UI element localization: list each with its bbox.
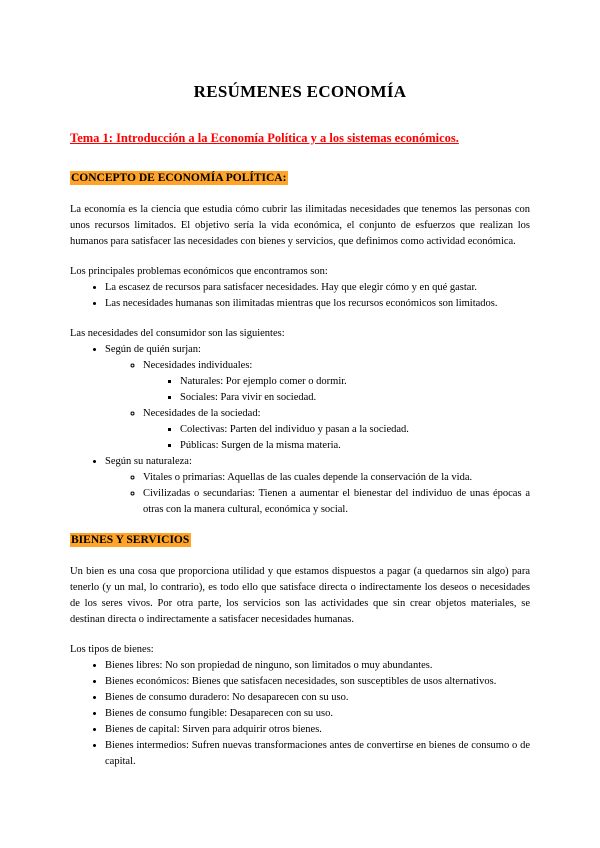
list-item: • Bienes libres: No son propiedad de ninguno, son limitados o muy abundantes. [105, 658, 530, 674]
list-item: ◦ Necesidades individuales: [143, 358, 530, 374]
section-heading-bienes [70, 532, 530, 548]
paragraph-bienes-intro: Un bien es una cosa que proporciona utilidad y que estamos dispuestos a pagar (a quedarnos sin algo) para tenerlo (y un mal, lo contrario), es todo ello que satisface directa o indirectamente los deseos o necesidades de los seres vivos. Por otra parte, los servicios son las actividades que sin crear objetos materiales, se destinan directa o indirectamente a satisfacer necesidades humanas. [70, 566, 530, 625]
document-title: RESÚMENES ECONOMÍA [193, 82, 407, 101]
bullet-list-needs-individual [70, 358, 530, 374]
bullet-list-types [70, 658, 530, 770]
section-heading-bienes-text: BIENES Y SERVICIOS [71, 534, 190, 546]
section-heading-concepto [70, 170, 530, 186]
bullet-list-needs-origin [70, 342, 530, 358]
list-item: • Según de quién surjan: [105, 342, 530, 358]
list-item: • Bienes de consumo duradero: No desaparecen con su uso. [105, 690, 530, 706]
bullet-list-needs-society [70, 406, 530, 422]
paragraph-concepto-intro: La economía es la ciencia que estudia cómo cubrir las ilimitadas necesidades que tenemos las personas con unos recursos limitados. El objetivo sería la vida económica, el conjunto de esfuerzos que realizan los humanos para satisfacer las necesidades con bienes y servicios, que definimos como actividad económica. [70, 204, 530, 247]
list-item: • Bienes de capital: Sirven para adquirir otros bienes. [105, 722, 530, 738]
list-item: • Bienes intermedios: Sufren nuevas transformaciones antes de convertirse en bienes de consumo o de capital. [105, 738, 530, 770]
list-item: • Según su naturaleza: [105, 454, 530, 470]
bullet-list-needs-nature-items [70, 470, 530, 518]
list-item: ◦ Necesidades de la sociedad: [143, 406, 530, 422]
list-item: ▪ Públicas: Surgen de la misma materia. [180, 438, 530, 454]
paragraph-types-intro: Los tipos de bienes: [70, 644, 154, 655]
paragraph-needs-intro: Las necesidades del consumidor son las siguientes: [70, 328, 285, 339]
bullet-list-needs-individual-items [70, 374, 530, 406]
bullet-list-problems [70, 280, 530, 312]
list-item: ▪ Colectivas: Parten del individuo y pasan a la sociedad. [180, 422, 530, 438]
list-item: • Bienes de consumo fungible: Desaparecen con su uso. [105, 706, 530, 722]
paragraph-problems-intro: Los principales problemas económicos que encontramos son: [70, 266, 328, 277]
list-item: ◦ Vitales o primarias: Aquellas de las cuales depende la conservación de la vida. [143, 470, 530, 486]
list-item: • Las necesidades humanas son ilimitadas mientras que los recursos económicos son limitados. [105, 296, 530, 312]
tema-heading: Tema 1: Introducción a la Economía Política y a los sistemas económicos. [70, 131, 459, 145]
list-item: • Bienes económicos: Bienes que satisfacen necesidades, son susceptibles de usos alternativos. [105, 674, 530, 690]
section-heading-concepto-text: CONCEPTO DE ECONOMÍA POLÍTICA: [71, 172, 287, 184]
bullet-list-needs-nature [70, 454, 530, 470]
bullet-list-needs-society-items [70, 422, 530, 454]
list-item: ◦ Civilizadas o secundarias: Tienen a aumentar el bienestar del individuo de unas épocas a otras con la manera cultural, económica y social. [143, 486, 530, 518]
list-item: ▪ Sociales: Para vivir en sociedad. [180, 390, 530, 406]
list-item: • La escasez de recursos para satisfacer necesidades. Hay que elegir cómo y en qué gastar. [105, 280, 530, 296]
list-item: ▪ Naturales: Por ejemplo comer o dormir. [180, 374, 530, 390]
